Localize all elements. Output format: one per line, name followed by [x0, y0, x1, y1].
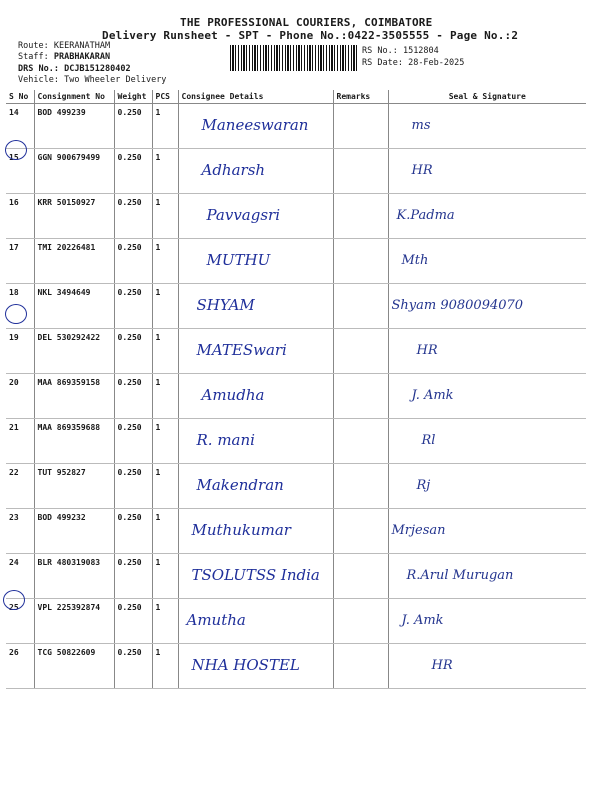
- table-row: [6, 464, 586, 509]
- row-signature-cell: [388, 239, 586, 284]
- signature-handwriting: Mth: [401, 253, 429, 268]
- row-signature-cell: [388, 419, 586, 464]
- row-consignment-no: BOD 499239: [34, 104, 114, 149]
- row-sno: 23: [6, 509, 34, 554]
- rs-no-line: [362, 46, 439, 56]
- row-remarks: [333, 374, 388, 419]
- row-remarks: [333, 194, 388, 239]
- row-sno: 25: [6, 599, 34, 644]
- row-weight: 0.250: [114, 599, 152, 644]
- row-sno: 17: [6, 239, 34, 284]
- runsheet-table: [6, 90, 586, 689]
- consignee-handwriting: Makendran: [196, 476, 284, 494]
- rs-no-label: RS No.:: [362, 46, 398, 56]
- signature-handwriting: Shyam 9080094070: [391, 298, 524, 313]
- row-remarks: [333, 554, 388, 599]
- row-remarks: [333, 509, 388, 554]
- consignee-handwriting: Amudha: [201, 386, 265, 404]
- staff-line: [18, 52, 110, 62]
- vehicle-label: Vehicle:: [18, 75, 59, 85]
- row-weight: 0.250: [114, 464, 152, 509]
- row-signature-cell: [388, 554, 586, 599]
- row-sno: 15: [6, 149, 34, 194]
- row-signature-cell: [388, 104, 586, 149]
- row-pcs: 1: [152, 419, 178, 464]
- row-weight: 0.250: [114, 329, 152, 374]
- col-header-weight: Weight: [114, 90, 152, 104]
- drs-label: DRS No.:: [18, 64, 59, 74]
- company-title: THE PROFESSIONAL COURIERS, COIMBATORE: [180, 16, 433, 29]
- row-remarks: [333, 239, 388, 284]
- row-signature-cell: [388, 284, 586, 329]
- table-row: [6, 509, 586, 554]
- table-row: [6, 419, 586, 464]
- row-weight: 0.250: [114, 374, 152, 419]
- circle-mark-15: [5, 140, 27, 160]
- signature-handwriting: HR: [431, 658, 453, 673]
- route-line: [18, 41, 110, 51]
- table-row: [6, 644, 586, 689]
- row-consignee-cell: [178, 509, 333, 554]
- row-weight: 0.250: [114, 419, 152, 464]
- row-pcs: 1: [152, 329, 178, 374]
- signature-handwriting: Rj: [416, 478, 431, 493]
- runsheet-subtitle: Delivery Runsheet - SPT - Phone No.:0422-3505555 - Page No.:2: [102, 29, 519, 42]
- row-pcs: 1: [152, 149, 178, 194]
- consignee-handwriting: Maneeswaran: [201, 116, 309, 134]
- row-sno: 21: [6, 419, 34, 464]
- row-signature-cell: [388, 329, 586, 374]
- row-weight: 0.250: [114, 644, 152, 689]
- rs-date-line: [362, 58, 464, 68]
- barcode-image: [230, 45, 358, 71]
- row-consignment-no: KRR 50150927: [34, 194, 114, 239]
- table-header-row: [6, 90, 586, 104]
- row-consignment-no: BLR 480319083: [34, 554, 114, 599]
- row-weight: 0.250: [114, 239, 152, 284]
- staff-value: PRABHAKARAN: [53, 52, 111, 62]
- row-sno: 26: [6, 644, 34, 689]
- row-pcs: 1: [152, 464, 178, 509]
- row-consignment-no: TCG 50822609: [34, 644, 114, 689]
- row-consignment-no: GGN 900679499: [34, 149, 114, 194]
- col-header-remarks: Remarks: [333, 90, 388, 104]
- row-signature-cell: [388, 464, 586, 509]
- row-pcs: 1: [152, 104, 178, 149]
- row-remarks: [333, 464, 388, 509]
- col-header-consignee: Consignee Details: [178, 90, 333, 104]
- row-signature-cell: [388, 509, 586, 554]
- row-consignment-no: TUT 952827: [34, 464, 114, 509]
- table-row: [6, 374, 586, 419]
- row-pcs: 1: [152, 644, 178, 689]
- signature-handwriting: Rl: [421, 433, 436, 448]
- signature-handwriting: Mrjesan: [391, 523, 446, 538]
- row-consignee-cell: [178, 599, 333, 644]
- row-consignment-no: NKL 3494649: [34, 284, 114, 329]
- row-consignee-cell: [178, 419, 333, 464]
- rs-date-value: 28-Feb-2025: [408, 58, 465, 68]
- consignee-handwriting: MATESwari: [196, 341, 287, 359]
- table-row: [6, 599, 586, 644]
- consignee-handwriting: MUTHU: [206, 251, 271, 269]
- signature-handwriting: J. Amk: [401, 613, 444, 628]
- row-remarks: [333, 599, 388, 644]
- rs-date-label: RS Date:: [362, 58, 403, 68]
- row-consignee-cell: [178, 644, 333, 689]
- row-sno: 24: [6, 554, 34, 599]
- col-header-consignment: Consignment No: [34, 90, 114, 104]
- row-consignee-cell: [178, 329, 333, 374]
- signature-handwriting: HR: [411, 163, 433, 178]
- row-signature-cell: [388, 644, 586, 689]
- row-signature-cell: [388, 599, 586, 644]
- row-sno: 16: [6, 194, 34, 239]
- row-sno: 18: [6, 284, 34, 329]
- table-row: [6, 329, 586, 374]
- row-remarks: [333, 644, 388, 689]
- row-consignment-no: DEL 530292422: [34, 329, 114, 374]
- circle-mark-19: [5, 304, 27, 324]
- row-signature-cell: [388, 374, 586, 419]
- route-label: Route:: [18, 41, 49, 51]
- consignee-handwriting: SHYAM: [196, 296, 255, 314]
- row-pcs: 1: [152, 239, 178, 284]
- table-row: [6, 239, 586, 284]
- row-consignment-no: VPL 225392874: [34, 599, 114, 644]
- col-header-sno: S No: [6, 90, 34, 104]
- consignee-handwriting: Amutha: [186, 611, 246, 629]
- signature-handwriting: K.Padma: [396, 208, 455, 223]
- row-remarks: [333, 329, 388, 374]
- row-weight: 0.250: [114, 509, 152, 554]
- consignee-handwriting: TSOLUTSS India: [191, 566, 320, 584]
- row-remarks: [333, 104, 388, 149]
- row-sno: 19: [6, 329, 34, 374]
- row-remarks: [333, 284, 388, 329]
- table-row: [6, 104, 586, 149]
- signature-handwriting: J. Amk: [411, 388, 454, 403]
- circle-mark-26: [3, 590, 25, 610]
- row-consignment-no: MAA 869359158: [34, 374, 114, 419]
- consignee-handwriting: Muthukumar: [191, 521, 291, 539]
- row-pcs: 1: [152, 599, 178, 644]
- row-consignment-no: BOD 499232: [34, 509, 114, 554]
- row-weight: 0.250: [114, 104, 152, 149]
- drs-value: DCJB151280402: [64, 64, 131, 74]
- row-remarks: [333, 419, 388, 464]
- row-consignee-cell: [178, 239, 333, 284]
- table-row: [6, 194, 586, 239]
- signature-handwriting: ms: [411, 118, 431, 133]
- row-sno: 20: [6, 374, 34, 419]
- row-consignee-cell: [178, 104, 333, 149]
- row-consignee-cell: [178, 194, 333, 239]
- row-weight: 0.250: [114, 149, 152, 194]
- row-pcs: 1: [152, 284, 178, 329]
- col-header-signature: Seal & Signature: [388, 90, 586, 104]
- consignee-handwriting: NHA HOSTEL: [191, 656, 300, 674]
- consignee-handwriting: Pavvagsri: [206, 206, 281, 224]
- consignee-handwriting: R. mani: [196, 431, 255, 449]
- route-value: KEERANATHAM: [53, 41, 111, 51]
- row-pcs: 1: [152, 509, 178, 554]
- vehicle-line: [18, 75, 166, 85]
- row-remarks: [333, 149, 388, 194]
- table-row: [6, 284, 586, 329]
- row-sno: 22: [6, 464, 34, 509]
- consignee-handwriting: Adharsh: [201, 161, 266, 179]
- drs-line: [18, 64, 131, 74]
- signature-handwriting: R.Arul Murugan: [406, 568, 514, 583]
- row-consignee-cell: [178, 464, 333, 509]
- rs-no-value: 1512804: [402, 46, 439, 56]
- table-row: [6, 554, 586, 599]
- row-pcs: 1: [152, 554, 178, 599]
- row-weight: 0.250: [114, 194, 152, 239]
- row-consignee-cell: [178, 149, 333, 194]
- row-signature-cell: [388, 194, 586, 239]
- row-sno: 14: [6, 104, 34, 149]
- row-pcs: 1: [152, 374, 178, 419]
- row-consignee-cell: [178, 554, 333, 599]
- row-consignment-no: TMI 20226481: [34, 239, 114, 284]
- row-consignee-cell: [178, 284, 333, 329]
- row-consignment-no: MAA 869359688: [34, 419, 114, 464]
- row-pcs: 1: [152, 194, 178, 239]
- signature-handwriting: HR: [416, 343, 438, 358]
- row-weight: 0.250: [114, 284, 152, 329]
- staff-label: Staff:: [18, 52, 49, 62]
- table-row: [6, 149, 586, 194]
- col-header-pcs: PCS: [152, 90, 178, 104]
- row-weight: 0.250: [114, 554, 152, 599]
- row-signature-cell: [388, 149, 586, 194]
- vehicle-value: Two Wheeler Delivery: [64, 75, 167, 85]
- row-consignee-cell: [178, 374, 333, 419]
